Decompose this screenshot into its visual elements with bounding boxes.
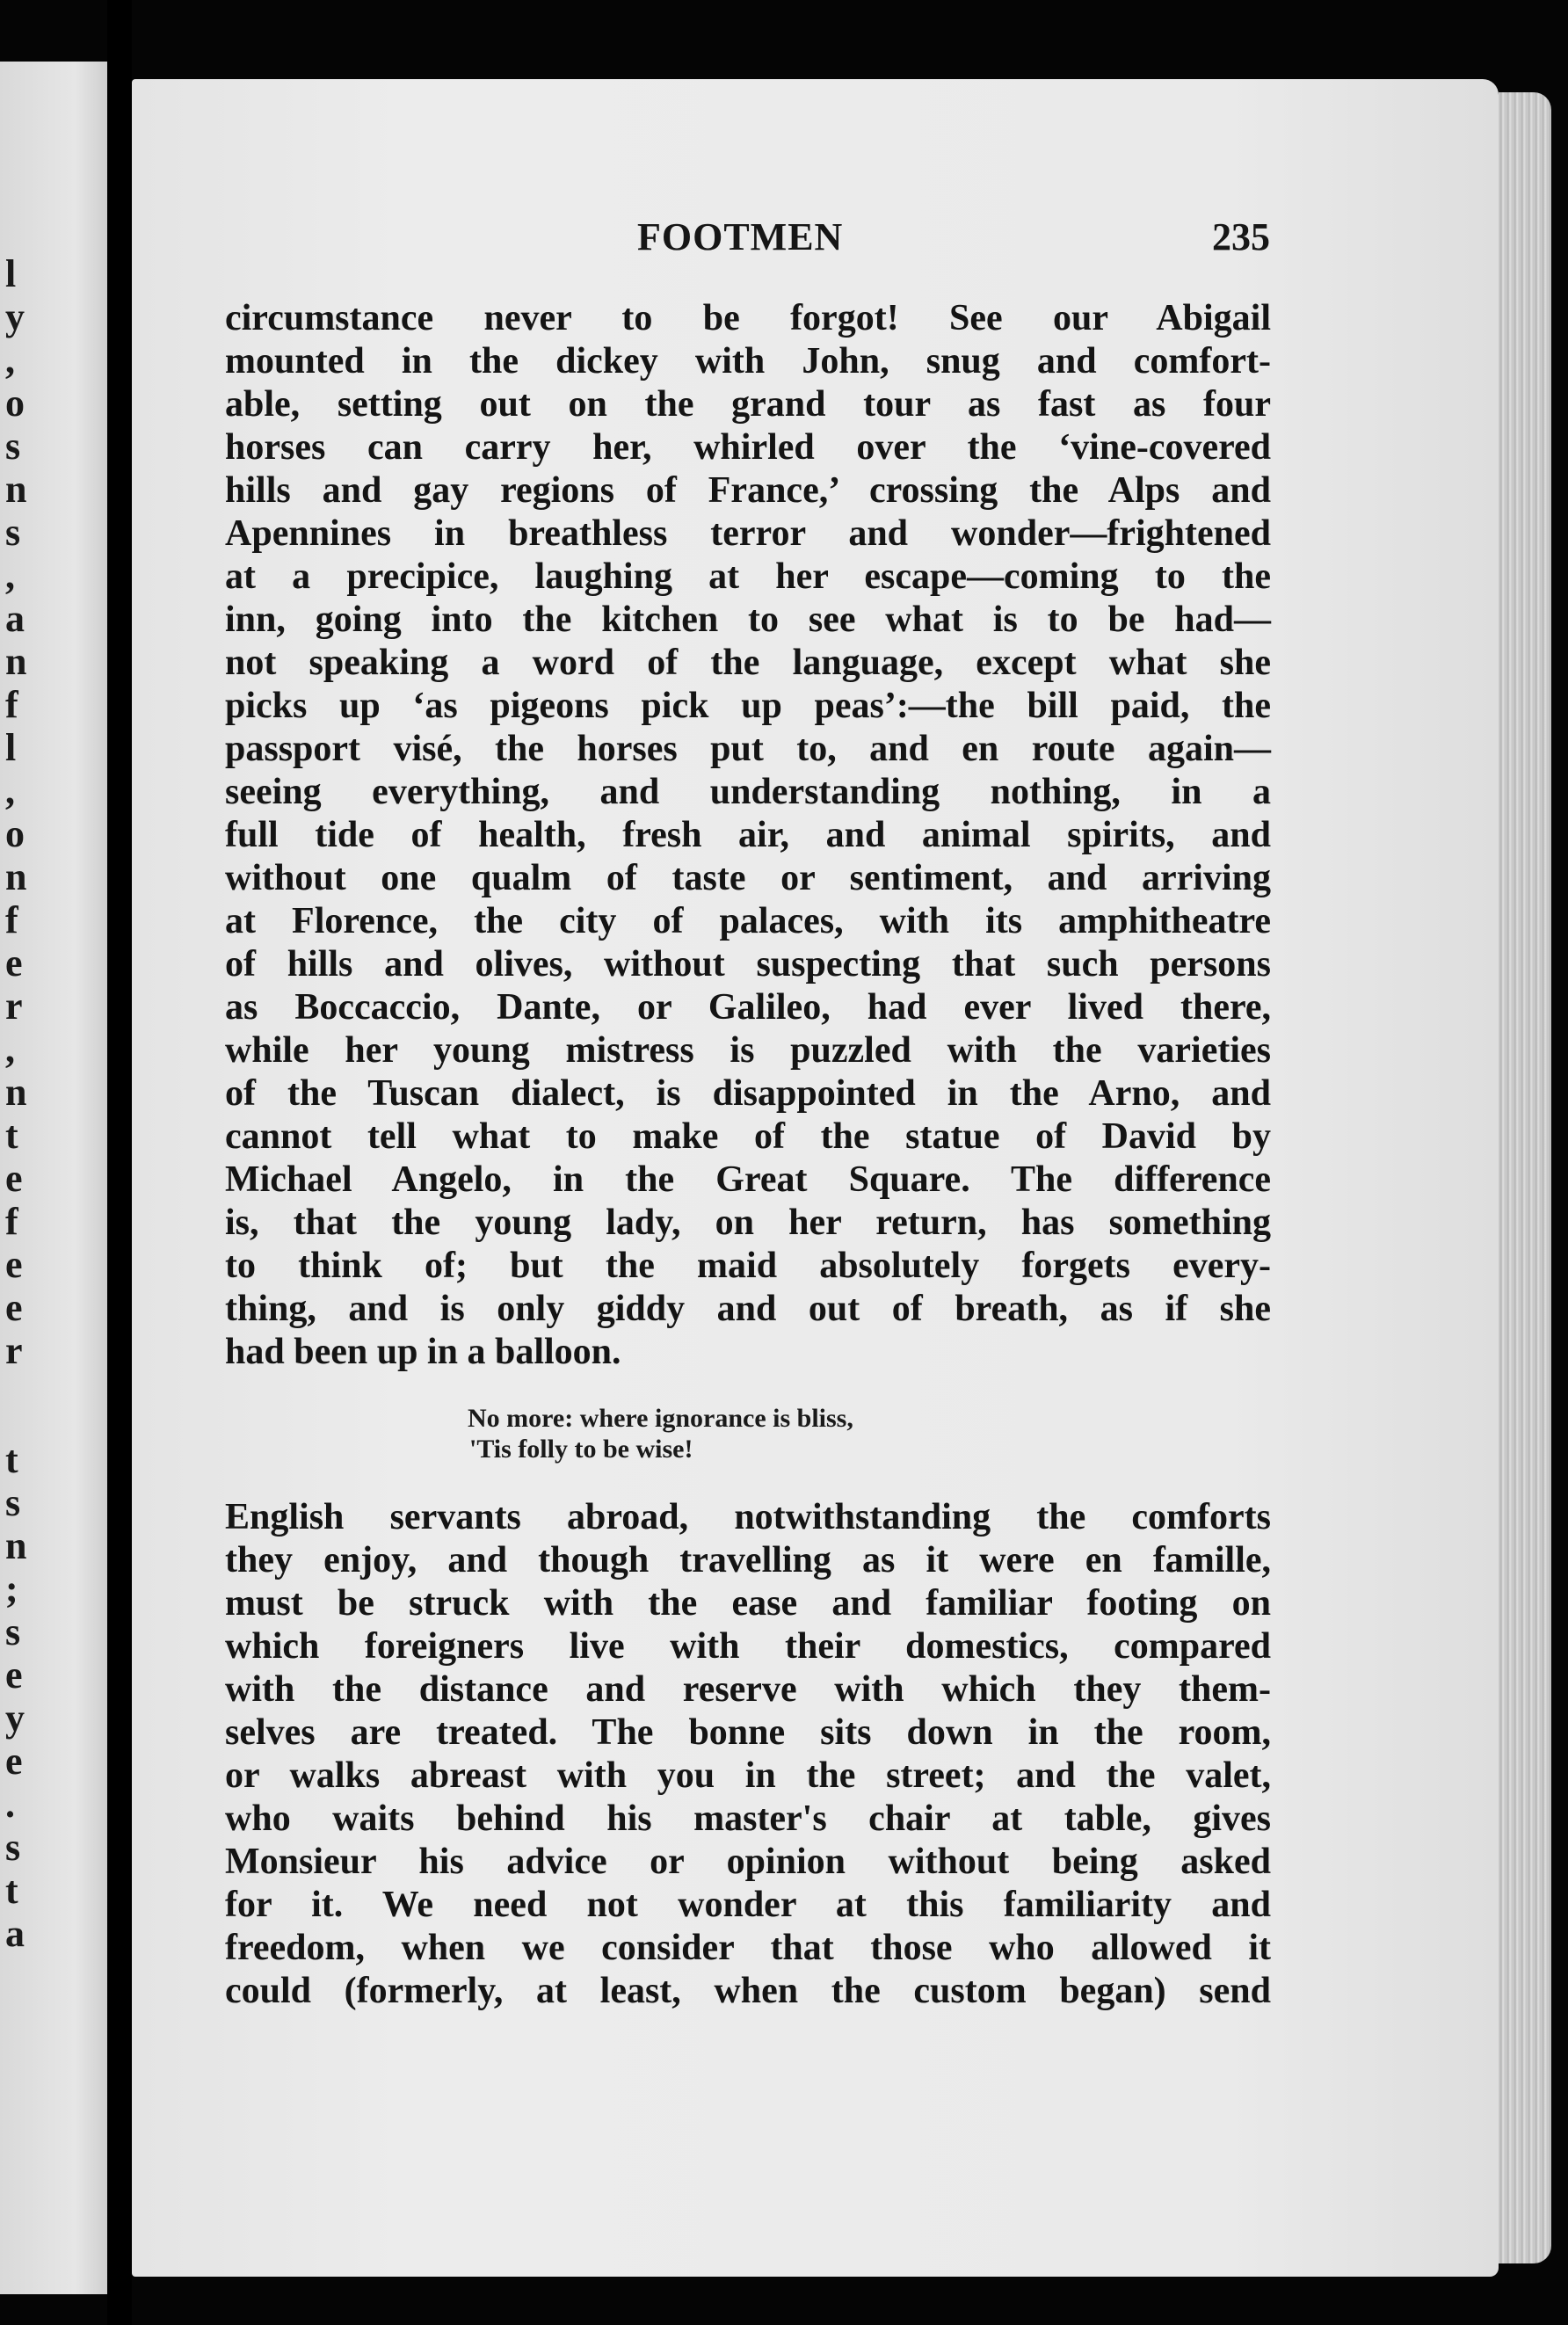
facing-page-char: s [5,1481,21,1524]
facing-page-char: t [5,1438,18,1481]
facing-page-char: e [5,1653,23,1697]
facing-page-char: n [5,640,27,683]
text-line: while her young mistress is puzzled with the varieties [225,1030,1271,1071]
page-block-edges [1499,92,1551,2263]
facing-page-char: a [5,597,25,640]
quote-line: No more: where ignorance is bliss, [468,1404,853,1433]
quote-line: 'Tis folly to be wise! [469,1435,693,1464]
facing-page-char: f [5,898,18,941]
facing-page [0,62,107,2294]
text-line: thing, and is only giddy and out of breath, as if she [225,1289,1271,1329]
verse-quotation [468,1403,1030,1464]
facing-page-char: ; [5,1567,18,1610]
facing-page-char: r [5,1329,23,1372]
facing-page-char: e [5,941,23,984]
facing-page-char: f [5,1200,18,1243]
text-line: picks up ‘as pigeons pick up peas’:—the bill paid, the [225,686,1271,726]
text-line: seeing everything, and understanding nothing, in a [225,772,1271,812]
facing-page-char: n [5,1524,27,1567]
text-line: able, setting out on the grand tour as fast as four [225,384,1271,425]
paragraph-1 [225,297,1271,1374]
text-line: cannot tell what to make of the statue of David by [225,1116,1271,1157]
facing-page-char: l [5,726,17,769]
text-line: full tide of health, fresh air, and animal spirits, and [225,815,1271,855]
facing-page-char: s [5,1826,21,1869]
facing-page-char: s [5,1610,21,1653]
text-line: for it. We need not wonder at this familiarity and [225,1885,1271,1925]
facing-page-char: , [5,1028,15,1071]
paragraph-2 [225,1496,1271,2013]
page-header [224,204,1270,257]
facing-page-char: e [5,1157,23,1200]
facing-page-char: l [5,252,17,295]
text-line: or walks abreast with you in the street; and the valet, [225,1755,1271,1796]
facing-page-char: , [5,338,15,381]
text-line: to think of; but the maid absolutely forgets every- [225,1246,1271,1286]
facing-page-char: t [5,1114,18,1157]
facing-page-char: e [5,1286,23,1329]
facing-page-char: s [5,511,21,554]
facing-page-char: t [5,1869,18,1912]
text-line: mounted in the dickey with John, snug and comfort- [225,341,1271,381]
facing-page-char: n [5,468,27,511]
text-line: hills and gay regions of France,’ crossing the Alps and [225,470,1271,511]
facing-page-char: a [5,1912,25,1955]
text-line: Michael Angelo, in the Great Square. The difference [225,1159,1271,1200]
text-line: is, that the young lady, on her return, has something [225,1202,1271,1243]
text-line: which foreigners live with their domestics, compared [225,1626,1271,1667]
text-line: inn, going into the kitchen to see what is to be had— [225,599,1271,640]
text-line: as Boccaccio, Dante, or Galileo, had ever lived there, [225,987,1271,1028]
facing-page-char: , [5,554,15,597]
text-line: Apennines in breathless terror and wonder—frightened [225,513,1271,554]
text-line: without one qualm of taste or sentiment, and arriving [225,858,1271,898]
text-line: Monsieur his advice or opinion without being asked [225,1842,1271,1882]
text-line: freedom, when we consider that those who allowed it [225,1928,1271,1968]
text-line: selves are treated. The bonne sits down in the room, [225,1712,1271,1753]
text-line: passport visé, the horses put to, and en route again— [225,729,1271,769]
page-number: 235 [1212,215,1270,258]
facing-page-char: y [5,1697,25,1740]
text-line: of the Tuscan dialect, is disappointed in the Arno, and [225,1073,1271,1114]
facing-page-char: e [5,1740,23,1783]
text-line: could (formerly, at least, when the custom began) send [225,1971,1271,2011]
facing-page-edge-text [0,62,107,2294]
text-line: who waits behind his master's chair at table, gives [225,1798,1271,1839]
facing-page-char: r [5,984,23,1028]
running-head: FOOTMEN [637,215,844,258]
facing-page-char: , [5,769,15,812]
text-line: had been up in a balloon. [225,1332,621,1372]
text-line: with the distance and reserve with which they them- [225,1669,1271,1710]
text-line: horses can carry her, whirled over the ‘vine-covered [225,427,1271,468]
text-line: at a precipice, laughing at her escape—coming to the [225,556,1271,597]
text-line: they enjoy, and though travelling as it were en famille, [225,1540,1271,1580]
facing-page-char: o [5,812,25,855]
text-line: must be struck with the ease and familiar footing on [225,1583,1271,1624]
text-line: not speaking a word of the language, except what she [225,643,1271,683]
facing-page-char: n [5,1071,27,1114]
book-gutter [107,0,132,2325]
facing-page-char: e [5,1243,23,1286]
facing-page-char: s [5,425,21,468]
text-line: at Florence, the city of palaces, with its amphitheatre [225,901,1271,941]
facing-page-char: o [5,381,25,425]
facing-page-char: . [5,1783,15,1826]
facing-page-char: f [5,683,18,726]
text-line: circumstance never to be forgot! See our Abigail [225,298,1271,338]
facing-page-char: n [5,855,27,898]
facing-page-char: y [5,295,25,338]
text-line: English servants abroad, notwithstanding the comforts [225,1497,1271,1537]
text-line: of hills and olives, without suspecting that such persons [225,944,1271,984]
